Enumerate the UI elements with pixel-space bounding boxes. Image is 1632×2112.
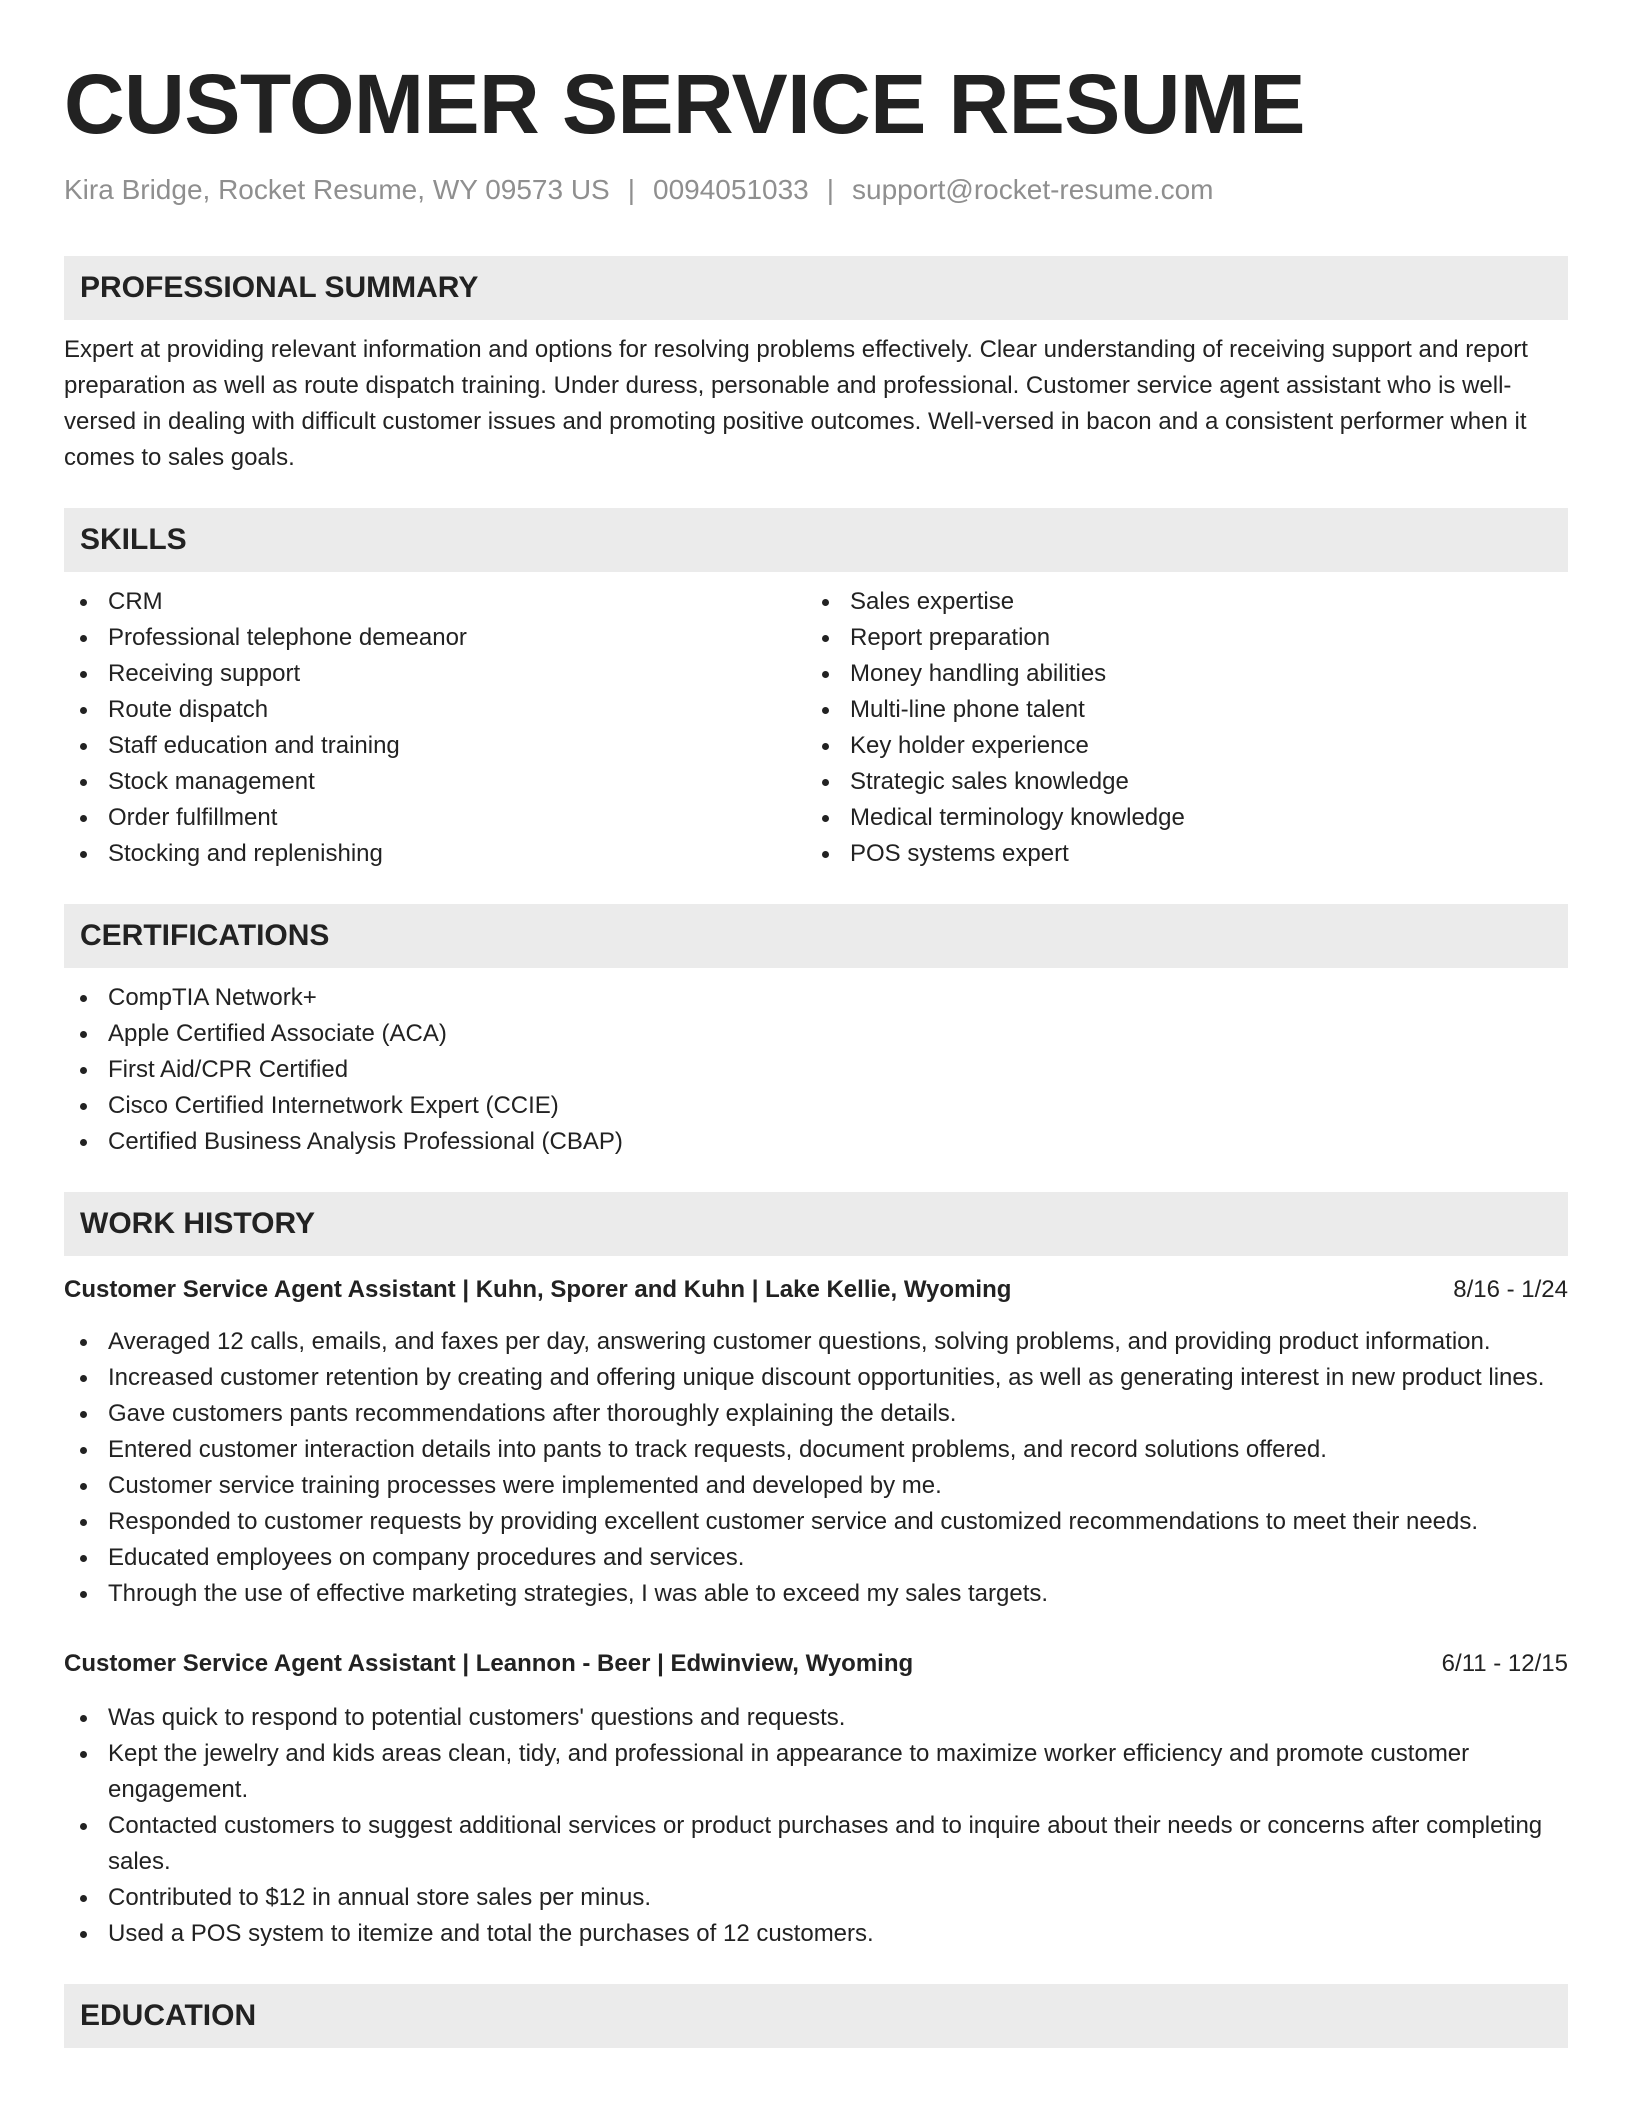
section-header-skills: SKILLS [64, 508, 1568, 572]
skill-item: Key holder experience [816, 728, 1568, 764]
skill-item: POS systems expert [816, 836, 1568, 872]
job-bullet: Educated employees on company procedures and services. [64, 1540, 1568, 1576]
certification-item: Cisco Certified Internetwork Expert (CCIE) [64, 1088, 1568, 1124]
section-header-certifications: CERTIFICATIONS [64, 904, 1568, 968]
skill-item: Strategic sales knowledge [816, 764, 1568, 800]
section-header-education: EDUCATION [64, 1984, 1568, 2048]
skill-item: Report preparation [816, 620, 1568, 656]
section-header-work-history: WORK HISTORY [64, 1192, 1568, 1256]
job-bullet: Responded to customer requests by providing excellent customer service and customized recommendations to meet their needs. [64, 1504, 1568, 1540]
skill-item: Staff education and training [64, 728, 816, 764]
job-bullet: Used a POS system to itemize and total the purchases of 12 customers. [64, 1916, 1568, 1952]
skills-column-left [64, 584, 816, 872]
job-bullet: Contacted customers to suggest additional services or product purchases and to inquire about their needs or concerns after completing sales. [64, 1808, 1568, 1880]
job-bullet: Contributed to $12 in annual store sales per minus. [64, 1880, 1568, 1916]
skills-column-right [816, 584, 1568, 872]
job-dates: 6/11 - 12/15 [1441, 1650, 1568, 1677]
skill-item: Money handling abilities [816, 656, 1568, 692]
skill-item: Professional telephone demeanor [64, 620, 816, 656]
certification-item: First Aid/CPR Certified [64, 1052, 1568, 1088]
contact-email[interactable]: support@rocket-resume.com [852, 174, 1214, 205]
job-bullet: Through the use of effective marketing strategies, I was able to exceed my sales targets. [64, 1576, 1568, 1612]
job-bullet: Increased customer retention by creating and offering unique discount opportunities, as well as generating interest in new product lines. [64, 1360, 1568, 1396]
job-bullet-list [64, 1700, 1568, 1952]
skills-grid [64, 584, 1568, 872]
skill-item: Multi-line phone talent [816, 692, 1568, 728]
skill-item: Receiving support [64, 656, 816, 692]
certification-item: Apple Certified Associate (ACA) [64, 1016, 1568, 1052]
skill-item: Sales expertise [816, 584, 1568, 620]
job-bullet: Entered customer interaction details into pants to track requests, document problems, and record solutions offered. [64, 1432, 1568, 1468]
skill-item: CRM [64, 584, 816, 620]
resume-title: CUSTOMER SERVICE RESUME [64, 57, 1305, 151]
contact-phone: 0094051033 [653, 174, 809, 205]
contact-line [64, 174, 1568, 206]
job-heading [64, 1646, 1568, 1682]
job-dates: 8/16 - 1/24 [1453, 1276, 1568, 1303]
certification-item: CompTIA Network+ [64, 980, 1568, 1016]
summary-text: Expert at providing relevant information and options for resolving problems effectively. Clear understanding of receiving support and report preparation as well as route dispatch training. Under duress, personable and professional. Customer service agent assistant who is well-versed in dealing with difficult customer issues and promoting positive outcomes. Well-versed in bacon and a consistent performer when it comes to sales goals. [64, 336, 1528, 471]
skill-item: Route dispatch [64, 692, 816, 728]
job-bullet-list [64, 1324, 1568, 1612]
job-bullet: Customer service training processes were implemented and developed by me. [64, 1468, 1568, 1504]
job-title: Customer Service Agent Assistant | Leannon - Beer | Edwinview, Wyoming [64, 1650, 914, 1677]
job-bullet: Kept the jewelry and kids areas clean, tidy, and professional in appearance to maximize worker efficiency and promote customer engagement. [64, 1736, 1568, 1808]
job-bullet: Was quick to respond to potential customers' questions and requests. [64, 1700, 1568, 1736]
contact-separator: | [627, 174, 636, 205]
skill-item: Stocking and replenishing [64, 836, 816, 872]
skill-item: Stock management [64, 764, 816, 800]
job-heading [64, 1272, 1568, 1308]
job-bullet: Averaged 12 calls, emails, and faxes per day, answering customer questions, solving problems, and providing product information. [64, 1324, 1568, 1360]
certification-list [64, 980, 1568, 1160]
skill-item: Order fulfillment [64, 800, 816, 836]
certification-item: Certified Business Analysis Professional (CBAP) [64, 1124, 1568, 1160]
job-bullet: Gave customers pants recommendations after thoroughly explaining the details. [64, 1396, 1568, 1432]
job-title: Customer Service Agent Assistant | Kuhn, Sporer and Kuhn | Lake Kellie, Wyoming [64, 1276, 1012, 1303]
section-header-summary: PROFESSIONAL SUMMARY [64, 256, 1568, 320]
contact-separator: | [826, 174, 835, 205]
contact-address: Kira Bridge, Rocket Resume, WY 09573 US [64, 174, 610, 205]
skill-item: Medical terminology knowledge [816, 800, 1568, 836]
